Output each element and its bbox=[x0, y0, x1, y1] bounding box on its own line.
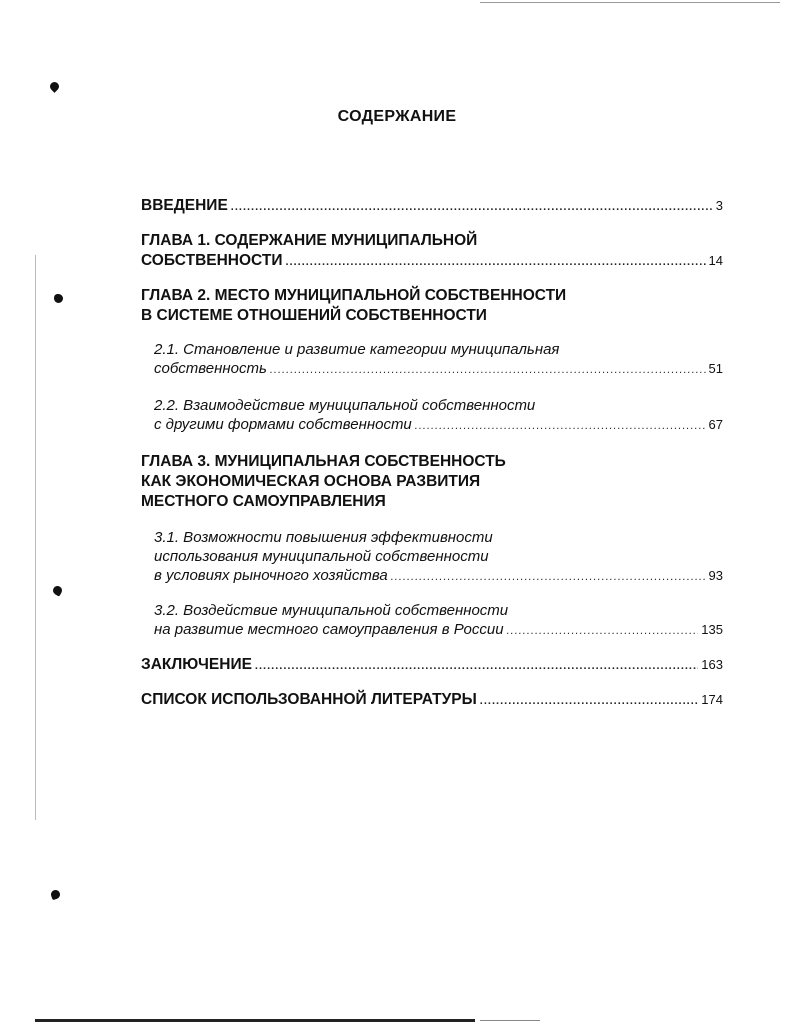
page-number: 93 bbox=[708, 568, 723, 583]
toc-entry-label-line: с другими формами собственности bbox=[154, 416, 412, 433]
dot-leader bbox=[415, 417, 706, 436]
toc-entry-section-2-1[interactable] bbox=[154, 340, 723, 380]
page-number: 14 bbox=[708, 253, 723, 268]
toc-entry-label-line: ГЛАВА 3. МУНИЦИПАЛЬНАЯ СОБСТВЕННОСТЬ bbox=[141, 453, 506, 470]
dot-leader bbox=[391, 568, 706, 587]
toc-entry-label-line: СОБСТВЕННОСТИ bbox=[141, 252, 283, 269]
toc-entry-conclusion[interactable] bbox=[141, 655, 723, 676]
toc-entry-label-line: МЕСТНОГО САМОУПРАВЛЕНИЯ bbox=[141, 493, 386, 510]
page-title: СОДЕРЖАНИЕ bbox=[337, 108, 457, 125]
dot-leader bbox=[255, 656, 698, 676]
scan-artifact-bottom-short bbox=[480, 1020, 540, 1021]
toc-entry-intro[interactable] bbox=[141, 196, 723, 217]
dot-leader bbox=[270, 361, 706, 380]
dot-leader bbox=[231, 197, 713, 217]
toc-entry-label-line: КАК ЭКОНОМИЧЕСКАЯ ОСНОВА РАЗВИТИЯ bbox=[141, 473, 481, 490]
page-number: 135 bbox=[701, 622, 723, 637]
scan-artifact-left-rule bbox=[35, 255, 36, 820]
toc-entry-label-line: ГЛАВА 2. МЕСТО МУНИЦИПАЛЬНОЙ СОБСТВЕННОСТИ bbox=[141, 287, 567, 304]
page-number: 3 bbox=[715, 198, 723, 213]
toc-entry-label-line: 3.1. Возможности повышения эффективности bbox=[154, 529, 493, 546]
toc-entry-label-line: в условиях рыночного хозяйства bbox=[154, 567, 388, 584]
page-number: 163 bbox=[701, 657, 723, 672]
toc-entry-label-line: собственность bbox=[154, 360, 267, 377]
scan-artifact-bottom bbox=[35, 1019, 475, 1022]
toc-entry-label: ЗАКЛЮЧЕНИЕ bbox=[141, 656, 252, 673]
toc-entry-label-line: В СИСТЕМЕ ОТНОШЕНИЙ СОБСТВЕННОСТИ bbox=[141, 307, 487, 324]
punch-hole-mark bbox=[54, 294, 63, 303]
toc-entry-section-3-2[interactable] bbox=[154, 601, 723, 641]
dot-leader bbox=[507, 622, 699, 641]
toc-entry-label-line: 3.2. Воздействие муниципальной собственности bbox=[154, 602, 509, 619]
toc-entry-label-line: 2.1. Становление и развитие категории муниципальная bbox=[154, 341, 560, 358]
page-number: 51 bbox=[708, 361, 723, 376]
toc-entry-label: СПИСОК ИСПОЛЬЗОВАННОЙ ЛИТЕРАТУРЫ bbox=[141, 691, 477, 708]
table-of-contents bbox=[141, 196, 723, 711]
toc-entry-literature[interactable] bbox=[141, 690, 723, 711]
dot-leader bbox=[480, 691, 699, 711]
toc-entry-label-line: ГЛАВА 1. СОДЕРЖАНИЕ МУНИЦИПАЛЬНОЙ bbox=[141, 232, 478, 249]
toc-entry-label-line: 2.2. Взаимодействие муниципальной собственности bbox=[154, 397, 536, 414]
toc-entry-label-line: на развитие местного самоуправления в России bbox=[154, 621, 504, 638]
toc-entry-label: ВВЕДЕНИЕ bbox=[141, 197, 228, 214]
punch-hole-mark bbox=[50, 889, 62, 901]
toc-entry-section-2-2[interactable] bbox=[154, 396, 723, 436]
toc-entry-section-3-1[interactable] bbox=[154, 528, 723, 587]
dot-leader bbox=[285, 252, 705, 272]
scan-artifact-top bbox=[480, 2, 780, 3]
page-number: 67 bbox=[708, 417, 723, 432]
page-number: 174 bbox=[701, 692, 723, 707]
punch-hole-mark bbox=[48, 80, 61, 93]
toc-entry-label-line: использования муниципальной собственности bbox=[154, 548, 489, 565]
punch-hole-mark bbox=[51, 584, 63, 596]
toc-entry-chapter-1[interactable] bbox=[141, 231, 723, 272]
toc-entry-chapter-3[interactable] bbox=[141, 452, 723, 512]
toc-entry-chapter-2[interactable] bbox=[141, 286, 723, 326]
